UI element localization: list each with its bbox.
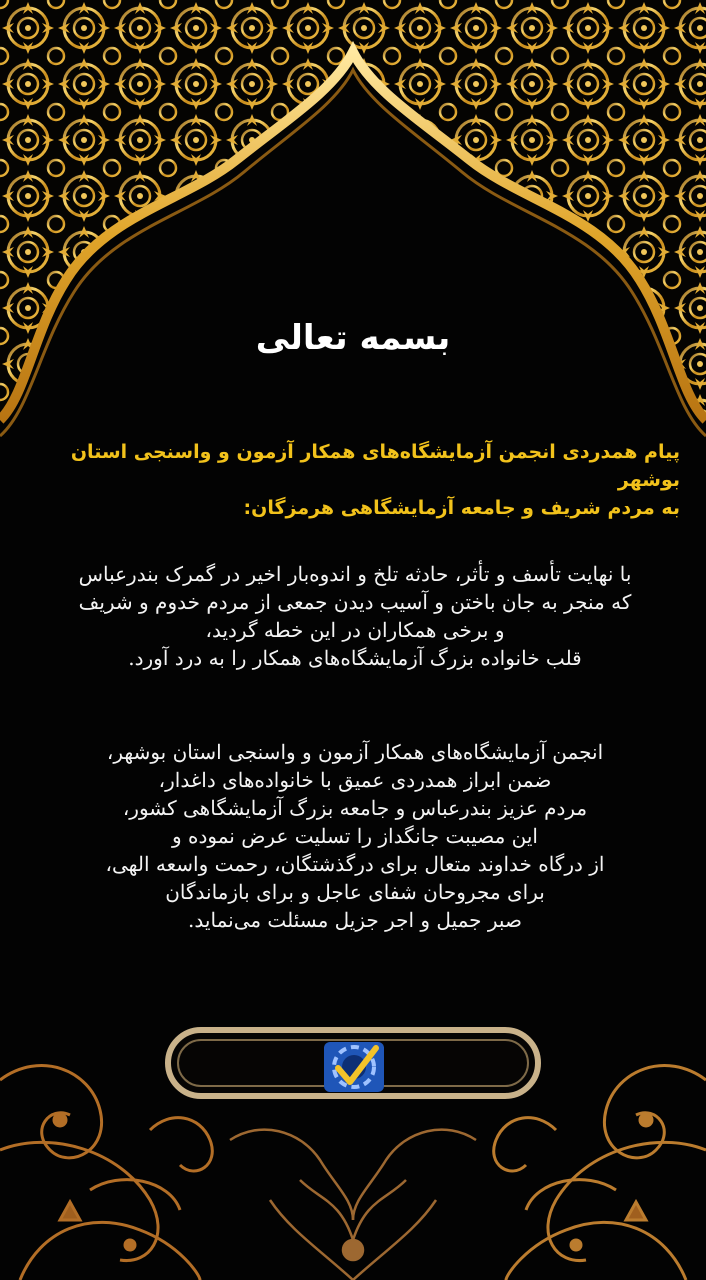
paragraph-1-line: با نهایت تأسف و تأثر، حادثه تلخ و اندوه‌بار اخیر در گمرک بندرعباس — [78, 562, 632, 586]
page-title: بسمه تعالی — [255, 318, 451, 358]
paragraph-2-line: از درگاه خداوند متعال برای درگذشتگان، رحمت واسعه الهی، — [105, 852, 605, 876]
paragraph-2 — [30, 738, 680, 934]
headline-line-2: به مردم شریف و جامعه آزمایشگاهی هرمزگان: — [243, 497, 680, 519]
filigree-ornament-right — [494, 1066, 706, 1280]
paragraph-2-line: صبر جمیل و اجر جزیل مسئلت می‌نماید. — [188, 908, 522, 932]
filigree-ornament-left — [0, 1066, 212, 1280]
paragraph-2-line: مردم عزیز بندرعباس و جامعه بزرگ آزمایشگاهی کشور، — [122, 796, 588, 820]
checkmark-emblem-icon — [322, 1040, 386, 1094]
filigree-ornament-center — [230, 1130, 476, 1280]
paragraph-1-line: قلب خانواده بزرگ آزمایشگاه‌های همکار را به درد آورد. — [128, 646, 582, 670]
paragraph-2-line: انجمن آزمایشگاه‌های همکار آزمون و واسنجی استان بوشهر، — [106, 740, 604, 764]
headline — [30, 438, 680, 522]
paragraph-1-line: که منجر به جان باختن و آسیب دیدن جمعی از مردم خدوم و شریف — [78, 590, 632, 614]
paragraph-1-line: و برخی همکاران در این خطه گردید، — [205, 618, 505, 642]
paragraph-2-line: این مصیبت جانگداز را تسلیت عرض نموده و — [172, 824, 538, 848]
paragraph-1 — [30, 560, 680, 672]
paragraph-2-line: برای مجروحان شفای عاجل و برای بازماندگان — [165, 880, 545, 904]
paragraph-2-line: ضمن ابراز همدردی عمیق با خانواده‌های داغدار، — [158, 768, 552, 792]
headline-line-1: پیام همدردی انجمن آزمایشگاه‌های همکار آزمون و واسنجی استان بوشهر — [70, 441, 680, 491]
